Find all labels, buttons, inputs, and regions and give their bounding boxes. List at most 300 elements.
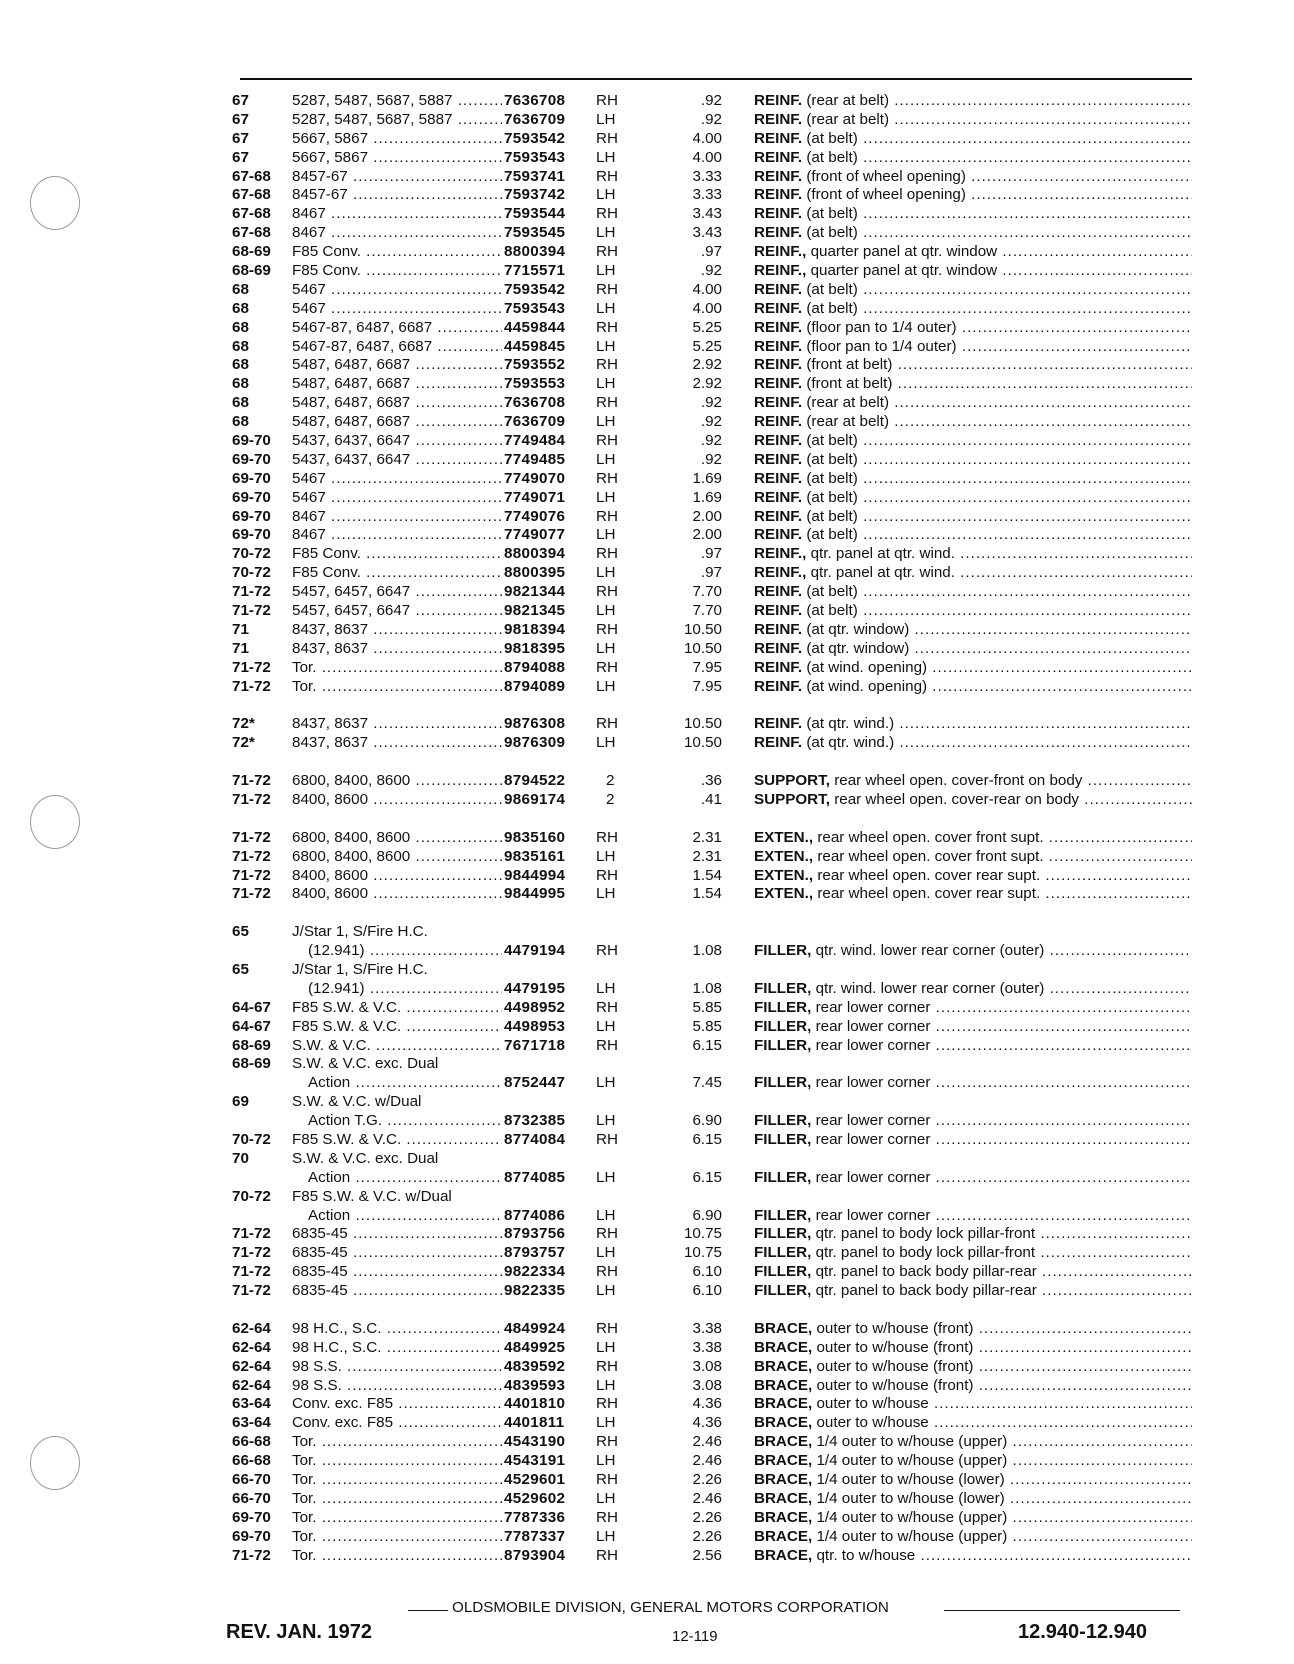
model-list: 5467-87, 6487, 6687 .....: [292, 338, 502, 357]
parts-row: [232, 489, 1192, 508]
model-list: 5287, 5487, 5687, 5887 .....: [292, 92, 502, 111]
price: 3.33: [692, 167, 722, 185]
footer-rule-right: [944, 1610, 1180, 1611]
top-rule: [240, 78, 1192, 80]
year-range: 68: [232, 337, 249, 355]
part-number: 8800394: [504, 243, 566, 261]
part-number: 4498952: [504, 998, 566, 1016]
part-number: 9869174: [504, 790, 566, 808]
part-number: 9844994: [504, 866, 566, 884]
part-name: REINF.: [754, 110, 803, 128]
price: 7.70: [692, 583, 722, 601]
model-list: F85 S.W. & V.C. .....: [292, 1018, 502, 1037]
side-or-quantity: RH: [596, 356, 618, 374]
model-list: Tor. .....: [292, 678, 502, 697]
price: 1.54: [692, 885, 722, 903]
part-number: 7593552: [504, 356, 566, 374]
parts-row: [232, 1037, 1192, 1056]
side-or-quantity: RH: [596, 243, 618, 261]
parts-row: [232, 829, 1192, 848]
price: 2.46: [692, 1433, 722, 1451]
model-list: S.W. & V.C. w/Dual: [292, 1093, 422, 1111]
punch-hole-middle: [30, 795, 80, 849]
side-or-quantity: LH: [596, 979, 616, 997]
model-list: 8467 .....: [292, 224, 502, 243]
model-list: S.W. & V.C. exc. Dual: [292, 1055, 439, 1073]
part-detail: qtr. to w/house: [816, 1546, 916, 1564]
parts-row: [232, 186, 1192, 205]
price: 3.08: [692, 1357, 722, 1375]
part-description: [754, 1320, 1192, 1339]
model-list: 8400, 8600 .....: [292, 791, 502, 810]
part-description: [754, 413, 1192, 432]
price: 2.31: [692, 828, 722, 846]
part-number: 7749485: [504, 450, 566, 468]
side-or-quantity: RH: [596, 432, 618, 450]
part-detail: rear wheel open. cover front supt.: [817, 847, 1044, 865]
part-name: FILLER,: [754, 1225, 812, 1243]
year-range: 67-68: [232, 224, 271, 242]
year-range: 69: [232, 1093, 249, 1111]
parts-row: [232, 526, 1192, 545]
model-list: F85 S.W. & V.C. w/Dual: [292, 1187, 452, 1205]
side-or-quantity: LH: [596, 847, 616, 865]
part-description: [754, 999, 1192, 1018]
part-name: REINF.: [754, 356, 803, 374]
part-description: [754, 338, 1192, 357]
part-number: 7749070: [504, 469, 566, 487]
part-description: [754, 470, 1192, 489]
year-range: 72*: [232, 734, 255, 752]
part-detail: rear wheel open. cover rear supt.: [817, 866, 1041, 884]
part-detail: qtr. panel to body lock pillar-front: [815, 1244, 1036, 1262]
part-description: [754, 186, 1192, 205]
part-description: [754, 1358, 1192, 1377]
part-number: 7749076: [504, 507, 566, 525]
model-list: 5437, 6437, 6647 .....: [292, 451, 502, 470]
model-list: 98 H.C., S.C. .....: [292, 1339, 502, 1358]
side-or-quantity: RH: [596, 583, 618, 601]
part-name: FILLER,: [754, 1282, 812, 1300]
part-name: BRACE,: [754, 1395, 813, 1413]
model-list: Conv. exc. F85 .....: [292, 1414, 502, 1433]
part-description: [754, 583, 1192, 602]
part-number: 4529602: [504, 1489, 566, 1507]
part-number: 4849925: [504, 1338, 566, 1356]
part-number: 7749484: [504, 432, 566, 450]
side-or-quantity: LH: [596, 677, 616, 695]
part-number: 4459844: [504, 318, 566, 336]
part-description: [754, 149, 1192, 168]
part-description: [754, 621, 1192, 640]
parts-row: [232, 1414, 1192, 1433]
part-name: REINF.: [754, 413, 803, 431]
model-list: 5467 .....: [292, 489, 502, 508]
model-list: 6800, 8400, 8600 .....: [292, 829, 502, 848]
part-number: 7636709: [504, 413, 566, 431]
model-list: 5467-87, 6487, 6687 .....: [292, 319, 502, 338]
part-description: [754, 130, 1192, 149]
parts-row: [232, 1282, 1192, 1301]
price: 1.54: [692, 866, 722, 884]
part-name: REINF.: [754, 167, 803, 185]
part-description: [754, 1339, 1192, 1358]
part-number: 8793756: [504, 1225, 566, 1243]
part-name: BRACE,: [754, 1414, 813, 1432]
year-range: 67-68: [232, 205, 271, 223]
part-name: BRACE,: [754, 1527, 813, 1545]
parts-row: [232, 1150, 1192, 1169]
part-number: 9876308: [504, 715, 566, 733]
parts-row: [232, 224, 1192, 243]
part-detail: 1/4 outer to w/house (lower): [816, 1489, 1005, 1507]
part-name: FILLER,: [754, 1168, 812, 1186]
year-range: 68-69: [232, 1055, 271, 1073]
model-list: S.W. & V.C. exc. Dual: [292, 1149, 439, 1167]
parts-row: [232, 715, 1192, 734]
part-detail: 1/4 outer to w/house (upper): [816, 1452, 1008, 1470]
part-name: REINF.: [754, 620, 803, 638]
side-or-quantity: LH: [596, 1414, 616, 1432]
price: .92: [700, 394, 722, 412]
side-or-quantity: RH: [596, 1036, 618, 1054]
part-detail: (at belt): [806, 205, 858, 223]
year-range: 71-72: [232, 790, 271, 808]
parts-row: [232, 999, 1192, 1018]
side-or-quantity: RH: [596, 998, 618, 1016]
part-number: 9876309: [504, 734, 566, 752]
price: 6.15: [692, 1036, 722, 1054]
part-name: REINF.: [754, 148, 803, 166]
model-list: 98 S.S. .....: [292, 1377, 502, 1396]
part-description: [754, 1433, 1192, 1452]
part-number: 4543190: [504, 1433, 566, 1451]
year-range: 71-72: [232, 583, 271, 601]
model-list: 5487, 6487, 6687 .....: [292, 375, 502, 394]
part-number: 4839592: [504, 1357, 566, 1375]
year-range: 62-64: [232, 1357, 271, 1375]
parts-row: [232, 583, 1192, 602]
year-range: 66-68: [232, 1452, 271, 1470]
model-list: 8457-67 .....: [292, 168, 502, 187]
year-range: 67: [232, 148, 249, 166]
part-description: [754, 281, 1192, 300]
model-list: Tor. .....: [292, 1471, 502, 1490]
parts-row: [232, 432, 1192, 451]
model-list: 98 S.S. .....: [292, 1358, 502, 1377]
part-description: [754, 772, 1192, 791]
part-detail: (rear at belt): [806, 110, 890, 128]
part-number: 7715571: [504, 262, 566, 280]
part-number: 9822334: [504, 1263, 566, 1281]
section-number: 12.940-12.940: [1018, 1621, 1148, 1643]
side-or-quantity: RH: [596, 1263, 618, 1281]
price: 1.69: [692, 469, 722, 487]
side-or-quantity: RH: [596, 129, 618, 147]
parts-row: [232, 621, 1192, 640]
price: 10.50: [683, 734, 722, 752]
year-range: 69-70: [232, 1508, 271, 1526]
part-description: [754, 885, 1192, 904]
price: 3.38: [692, 1338, 722, 1356]
side-or-quantity: RH: [596, 167, 618, 185]
part-detail: outer to w/house (front): [816, 1319, 974, 1337]
side-or-quantity: RH: [596, 469, 618, 487]
parts-row: [232, 772, 1192, 791]
model-list: 8467 .....: [292, 205, 502, 224]
parts-row: [232, 1244, 1192, 1263]
part-description: [754, 262, 1192, 281]
part-description: [754, 224, 1192, 243]
model-list: 5467 .....: [292, 300, 502, 319]
parts-row: [232, 1263, 1192, 1282]
parts-row: [232, 1188, 1192, 1207]
side-or-quantity: LH: [596, 186, 616, 204]
punch-hole-bottom: [30, 1436, 80, 1490]
part-name: FILLER,: [754, 1017, 812, 1035]
part-name: FILLER,: [754, 979, 812, 997]
part-name: SUPPORT,: [754, 790, 830, 808]
side-or-quantity: RH: [596, 828, 618, 846]
part-number: 8800395: [504, 564, 566, 582]
footer-division: OLDSMOBILE DIVISION, GENERAL MOTORS CORPORATION: [452, 1599, 889, 1616]
side-or-quantity: RH: [596, 1471, 618, 1489]
parts-row: [232, 1225, 1192, 1244]
side-or-quantity: LH: [596, 1244, 616, 1262]
part-number: 7593742: [504, 186, 566, 204]
year-range: 69-70: [232, 526, 271, 544]
part-description: [754, 92, 1192, 111]
parts-row: [232, 319, 1192, 338]
part-number: 9818394: [504, 620, 566, 638]
part-description: [754, 1263, 1192, 1282]
part-detail: (front at belt): [806, 375, 893, 393]
year-range: 66-70: [232, 1489, 271, 1507]
part-detail: rear lower corner: [815, 1168, 931, 1186]
model-list: Tor. .....: [292, 1452, 502, 1471]
part-name: REINF.: [754, 205, 803, 223]
model-list: S.W. & V.C. .....: [292, 1037, 502, 1056]
revision-date: REV. JAN. 1972: [226, 1621, 373, 1643]
year-range: 71-72: [232, 602, 271, 620]
year-range: 67: [232, 110, 249, 128]
price: 4.00: [692, 148, 722, 166]
part-number: 8752447: [504, 1074, 566, 1092]
part-detail: qtr. panel to back body pillar-rear: [815, 1282, 1037, 1300]
parts-row: [232, 111, 1192, 130]
part-detail: quarter panel at qtr. window: [810, 243, 998, 261]
model-list: 5467 .....: [292, 281, 502, 300]
price: 10.75: [683, 1225, 722, 1243]
part-detail: rear wheel open. cover-front on body: [834, 772, 1083, 790]
parts-row: [232, 545, 1192, 564]
parts-row: [232, 205, 1192, 224]
price: 4.00: [692, 129, 722, 147]
part-description: [754, 829, 1192, 848]
price: 1.08: [692, 979, 722, 997]
part-number: 7593553: [504, 375, 566, 393]
part-name: FILLER,: [754, 1036, 812, 1054]
year-range: 70-72: [232, 1187, 271, 1205]
part-detail: (at belt): [806, 129, 858, 147]
price: 3.43: [692, 224, 722, 242]
page-number: 12-119: [672, 1628, 718, 1645]
part-name: REINF.: [754, 299, 803, 317]
year-range: 71-72: [232, 1225, 271, 1243]
part-detail: (rear at belt): [806, 92, 890, 109]
part-name: BRACE,: [754, 1508, 813, 1526]
side-or-quantity: LH: [596, 526, 616, 544]
part-name: REINF.,: [754, 564, 807, 582]
model-list: 8457-67 .....: [292, 186, 502, 205]
year-range: 70-72: [232, 545, 271, 563]
part-name: REINF.: [754, 129, 803, 147]
part-name: EXTEN.,: [754, 866, 814, 884]
price: 5.25: [692, 337, 722, 355]
price: 6.10: [692, 1282, 722, 1300]
part-number: 7593741: [504, 167, 566, 185]
model-list: 6800, 8400, 8600 .....: [292, 772, 502, 791]
part-name: BRACE,: [754, 1357, 813, 1375]
side-or-quantity: RH: [596, 658, 618, 676]
parts-row: [232, 451, 1192, 470]
part-number: 7593543: [504, 148, 566, 166]
part-name: REINF.,: [754, 243, 807, 261]
model-list: 5667, 5867 .....: [292, 130, 502, 149]
punch-hole-top: [30, 176, 80, 230]
part-number: 8800394: [504, 545, 566, 563]
price: 2.92: [692, 356, 722, 374]
part-name: REINF.: [754, 639, 803, 657]
parts-row: [232, 942, 1192, 961]
part-name: REINF.: [754, 318, 803, 336]
parts-row: [232, 923, 1192, 942]
part-name: REINF.: [754, 715, 803, 733]
parts-row: [232, 92, 1192, 111]
price: 6.90: [692, 1206, 722, 1224]
part-description: [754, 451, 1192, 470]
year-range: 62-64: [232, 1376, 271, 1394]
parts-row: [232, 1339, 1192, 1358]
part-detail: rear lower corner: [815, 1036, 931, 1054]
part-number: 9822335: [504, 1282, 566, 1300]
year-range: 68: [232, 356, 249, 374]
price: 5.85: [692, 1017, 722, 1035]
parts-row: [232, 640, 1192, 659]
part-detail: qtr. wind. lower rear corner (outer): [815, 942, 1045, 960]
part-number: 4479194: [504, 942, 566, 960]
year-range: 71-72: [232, 885, 271, 903]
part-description: [754, 1395, 1192, 1414]
part-detail: qtr. panel to body lock pillar-front: [815, 1225, 1036, 1243]
part-name: EXTEN.,: [754, 828, 814, 846]
part-number: 7593545: [504, 224, 566, 242]
year-range: 71-72: [232, 1282, 271, 1300]
year-range: 67-68: [232, 186, 271, 204]
part-detail: (rear at belt): [806, 413, 890, 431]
year-range: 68: [232, 299, 249, 317]
part-name: EXTEN.,: [754, 847, 814, 865]
part-detail: 1/4 outer to w/house (lower): [816, 1471, 1005, 1489]
part-description: [754, 791, 1192, 810]
year-range: 69-70: [232, 1527, 271, 1545]
side-or-quantity: LH: [596, 885, 616, 903]
parts-row: [232, 1358, 1192, 1377]
parts-row: [232, 602, 1192, 621]
year-range: 65: [232, 960, 249, 978]
price: 7.95: [692, 677, 722, 695]
part-number: 4401811: [504, 1414, 565, 1432]
part-detail: rear lower corner: [815, 1206, 931, 1224]
part-number: 4839593: [504, 1376, 566, 1394]
parts-row: [232, 375, 1192, 394]
price: 1.69: [692, 488, 722, 506]
year-range: 62-64: [232, 1319, 271, 1337]
part-description: [754, 734, 1192, 753]
part-number: 7593543: [504, 299, 566, 317]
part-detail: (at belt): [806, 280, 858, 298]
year-range: 67: [232, 129, 249, 147]
parts-row: [232, 1207, 1192, 1226]
part-description: [754, 1452, 1192, 1471]
model-list: 6835-45 .....: [292, 1282, 502, 1301]
year-range: 62-64: [232, 1338, 271, 1356]
price: .97: [700, 564, 722, 582]
side-or-quantity: LH: [596, 1527, 616, 1545]
model-list: Action .....: [308, 1207, 502, 1226]
part-name: FILLER,: [754, 998, 812, 1016]
price: 2.31: [692, 847, 722, 865]
parts-row: [232, 1131, 1192, 1150]
part-name: REINF.: [754, 469, 803, 487]
part-number: 7593542: [504, 280, 566, 298]
part-detail: (at qtr. window): [806, 620, 910, 638]
part-name: REINF.: [754, 602, 803, 620]
year-range: 71-72: [232, 866, 271, 884]
part-number: 7593544: [504, 205, 566, 223]
part-name: BRACE,: [754, 1471, 813, 1489]
side-or-quantity: LH: [596, 1074, 616, 1092]
price: 3.08: [692, 1376, 722, 1394]
part-description: [754, 1377, 1192, 1396]
model-list: F85 Conv. .....: [292, 262, 502, 281]
part-number: 9821344: [504, 583, 566, 601]
part-detail: rear lower corner: [815, 1112, 931, 1130]
year-range: 64-67: [232, 998, 271, 1016]
part-name: REINF.,: [754, 262, 807, 280]
part-description: [754, 678, 1192, 697]
year-range: 67: [232, 92, 249, 109]
part-name: REINF.: [754, 583, 803, 601]
year-range: 63-64: [232, 1414, 271, 1432]
part-detail: rear lower corner: [815, 1130, 931, 1148]
side-or-quantity: RH: [596, 1433, 618, 1451]
side-or-quantity: LH: [596, 262, 616, 280]
model-list: Action .....: [308, 1074, 502, 1093]
parts-row: [232, 413, 1192, 432]
side-or-quantity: LH: [596, 148, 616, 166]
parts-row: [232, 678, 1192, 697]
parts-row: [232, 734, 1192, 753]
part-detail: (at belt): [806, 602, 858, 620]
side-or-quantity: RH: [596, 92, 618, 109]
side-or-quantity: LH: [596, 1017, 616, 1035]
part-detail: (at belt): [806, 526, 858, 544]
part-detail: 1/4 outer to w/house (upper): [816, 1527, 1008, 1545]
price: 5.85: [692, 998, 722, 1016]
part-name: FILLER,: [754, 1130, 812, 1148]
model-list: 8437, 8637 .....: [292, 640, 502, 659]
